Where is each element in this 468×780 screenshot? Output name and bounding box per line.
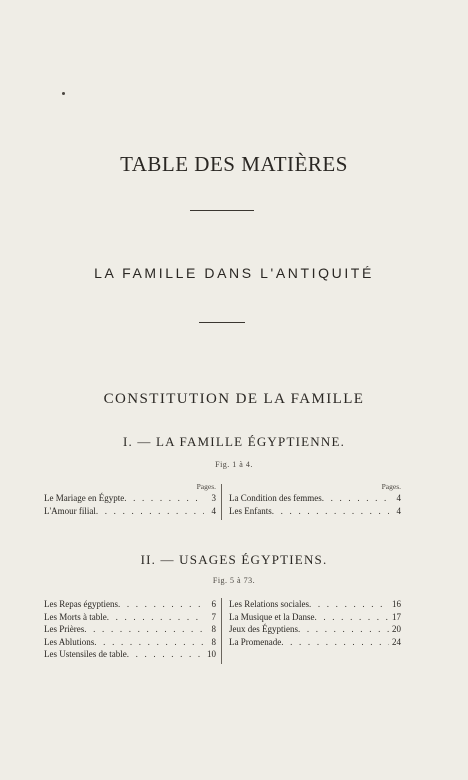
- pages-header-right: Pages.: [381, 482, 401, 491]
- column-divider: [221, 598, 222, 664]
- toc-entry-label: La Promenade: [229, 636, 282, 647]
- book-subtitle: LA FAMILLE DANS L'ANTIQUITÉ: [94, 265, 374, 281]
- toc-entry-page: 17: [392, 611, 401, 622]
- toc-entry-page: 4: [396, 493, 401, 503]
- leader-dots: [314, 611, 389, 624]
- chapter-2-heading: II. — USAGES ÉGYPTIENS.: [140, 552, 328, 567]
- toc-entry-page: 3: [211, 493, 216, 503]
- toc-entry-label: Les Relations sociales: [229, 599, 309, 609]
- leader-dots: [96, 505, 204, 518]
- leader-dots: [94, 636, 204, 649]
- toc-entry-page: 10: [207, 649, 216, 659]
- chapter-1-right-column: [229, 482, 401, 517]
- leader-dots: [298, 623, 389, 636]
- section-heading: CONSTITUTION DE LA FAMILLE: [103, 391, 365, 407]
- title-rule: [190, 210, 254, 211]
- toc-entry-label: Les Ablutions: [44, 636, 95, 647]
- toc-entry-page: 16: [392, 599, 401, 609]
- toc-entry-page: 20: [392, 624, 401, 634]
- toc-entry-page: 6: [211, 599, 216, 609]
- leader-dots: [309, 598, 389, 611]
- toc-entry-label: Le Mariage en Égypte: [44, 493, 125, 503]
- toc-entry[interactable]: [229, 598, 401, 611]
- toc-entry[interactable]: [229, 623, 401, 636]
- toc-entry-label: Les Enfants: [229, 505, 272, 516]
- toc-entry-label: Les Ustensiles de table: [44, 649, 127, 659]
- toc-entry[interactable]: [229, 505, 401, 518]
- toc-entry-label: Jeux des Égyptiens: [229, 624, 298, 634]
- chapter-2-left-column: [44, 598, 216, 661]
- chapter-1-figures: Fig. 1 à 4.: [215, 460, 253, 469]
- leader-dots: [107, 611, 204, 624]
- leader-dots: [127, 648, 204, 661]
- toc-entry-label: Les Prières: [44, 624, 85, 634]
- ink-speck: [62, 92, 65, 95]
- pages-header-left: Pages.: [196, 482, 216, 491]
- leader-dots: [118, 598, 204, 611]
- chapter-2-figures: Fig. 5 à 73.: [212, 576, 256, 585]
- toc-entry-page: 4: [396, 505, 401, 516]
- toc-entry[interactable]: [44, 611, 216, 624]
- toc-entry-page: 8: [211, 636, 216, 647]
- leader-dots: [281, 636, 389, 649]
- toc-entry[interactable]: [44, 492, 216, 505]
- subtitle-rule: [199, 322, 245, 323]
- column-divider: [221, 484, 222, 520]
- leader-dots: [272, 505, 389, 518]
- toc-entry[interactable]: [229, 636, 401, 649]
- toc-entry-label: La Condition des femmes: [229, 493, 322, 503]
- toc-entry[interactable]: [44, 636, 216, 649]
- toc-entry-label: La Musique et la Danse: [229, 611, 315, 622]
- toc-entry-label: Les Repas égyptiens: [44, 599, 118, 609]
- toc-entry-label: L'Amour filial: [44, 505, 96, 516]
- toc-entry[interactable]: [229, 492, 401, 505]
- toc-entry-page: 24: [392, 636, 401, 647]
- toc-entry-page: 8: [211, 624, 216, 634]
- chapter-2-right-column: [229, 598, 401, 648]
- toc-entry[interactable]: [44, 598, 216, 611]
- toc-entry[interactable]: [44, 505, 216, 518]
- leader-dots: [322, 492, 389, 505]
- toc-entry-page: 7: [211, 611, 216, 622]
- toc-entry[interactable]: [44, 623, 216, 636]
- leader-dots: [84, 623, 204, 636]
- toc-entry[interactable]: [44, 648, 216, 661]
- toc-entry-page: 4: [211, 505, 216, 516]
- toc-entry-label: Les Morts à table: [44, 611, 107, 622]
- chapter-1-left-column: [44, 482, 216, 517]
- page-title: TABLE DES MATIÈRES: [120, 152, 348, 176]
- toc-entry[interactable]: [229, 611, 401, 624]
- chapter-1-heading: I. — LA FAMILLE ÉGYPTIENNE.: [122, 434, 346, 449]
- leader-dots: [124, 492, 204, 505]
